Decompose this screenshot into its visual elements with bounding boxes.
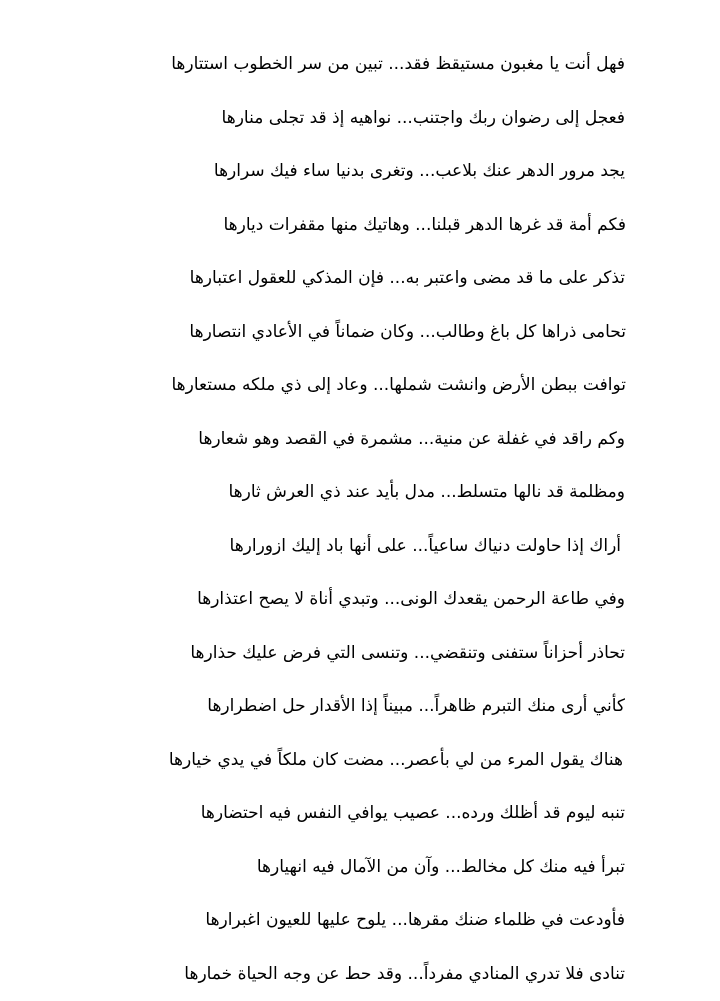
verse-line: أراك إذا حاولت دنياك ساعياً... على أنها باد إليك ازورارها xyxy=(0,520,720,574)
verse-line: فأودعت في ظلماء ضنك مقرها... يلوح عليها للعيون اغبرارها xyxy=(0,894,720,948)
verse-line: فعجل إلى رضوان ربك واجتنب... نواهيه إذ قد تجلى منارها xyxy=(0,92,720,146)
poem-verses xyxy=(0,38,720,1001)
verse-line: ومظلمة قد نالها متسلط... مدل بأيد عند ذي العرش ثارها xyxy=(0,466,720,520)
verse-line: فهل أنت يا مغبون مستيقظ فقد... تبين من سر الخطوب استتارها xyxy=(0,38,720,92)
verse-line: توافت ببطن الأرض وانشت شملها... وعاد إلى ذي ملكه مستعارها xyxy=(0,359,720,413)
verse-line: تبرأ فيه منك كل مخالط... وآن من الآمال فيه انهيارها xyxy=(0,841,720,895)
verse-line: تحاذر أحزاناً ستفنى وتنقضي... وتنسى التي فرض عليك حذارها xyxy=(0,627,720,681)
verse-line: تذكر على ما قد مضى واعتبر به... فإن المذكي للعقول اعتبارها xyxy=(0,252,720,306)
verse-line: تحامى ذراها كل باغ وطالب... وكان ضماناً في الأعادي انتصارها xyxy=(0,306,720,360)
verse-line: وكم راقد في غفلة عن منية... مشمرة في القصد وهو شعارها xyxy=(0,413,720,467)
verse-line: يجد مرور الدهر عنك بلاعب... وتغرى بدنيا ساء فيك سرارها xyxy=(0,145,720,199)
verse-line: تنبه ليوم قد أظلك ورده... عصيب يوافي النفس فيه احتضارها xyxy=(0,787,720,841)
verse-line: تنادى فلا تدري المنادي مفرداً... وقد حط عن وجه الحياة خمارها xyxy=(0,948,720,1001)
verse-line: هناك يقول المرء من لي بأعصر... مضت كان ملكاً في يدي خيارها xyxy=(0,734,720,788)
verse-line: فكم أمة قد غرها الدهر قبلنا... وهاتيك منها مقفرات ديارها xyxy=(0,199,720,253)
verse-line: وفي طاعة الرحمن يقعدك الونى... وتبدي أناة لا يصح اعتذارها xyxy=(0,573,720,627)
verse-line: كأني أرى منك التبرم ظاهراً... مبيناً إذا الأقدار حل اضطرارها xyxy=(0,680,720,734)
